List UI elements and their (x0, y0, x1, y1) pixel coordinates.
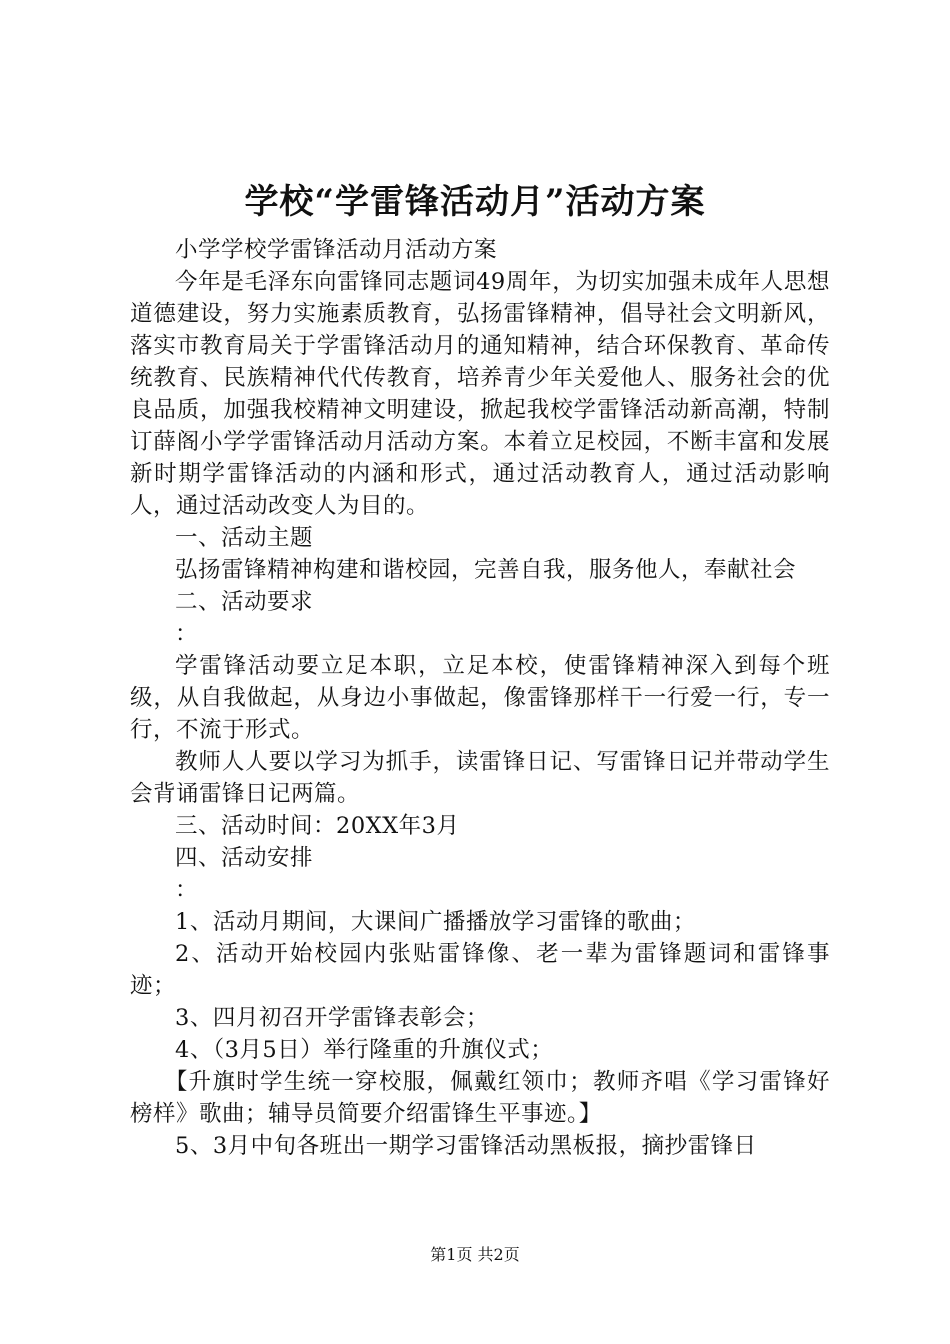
section-heading-arrangement: 四、活动安排 (175, 845, 314, 871)
requirements-paragraph-1: 学雷锋活动要立足本职，立足本校，使雷锋精神深入到每个班级，从自我做起，从身边小事做起，像雷锋那样干一行爱一行，专一行，不流于形式。 (130, 653, 830, 743)
document-title: 学校“学雷锋活动月”活动方案 (244, 182, 706, 222)
section-heading-time: 三、活动时间：20XX年3月 (175, 813, 460, 839)
page-footer: 第1页 共2页 (430, 1245, 520, 1264)
requirements-paragraph-2: 教师人人要以学习为抓手，读雷锋日记、写雷锋日记并带动学生会背诵雷锋日记两篇。 (130, 749, 830, 807)
section-heading-theme: 一、活动主题 (175, 525, 314, 551)
flag-ceremony-note: 【升旗时学生统一穿校服，佩戴红领巾；教师齐唱《学习雷锋好榜样》歌曲；辅导员简要介绍雷锋生平事迹。】 (130, 1069, 830, 1127)
arrangement-item-5: 5、3月中旬各班出一期学习雷锋活动黑板报，摘抄雷锋日 (175, 1133, 757, 1159)
document-body (130, 234, 830, 1162)
theme-paragraph: 弘扬雷锋精神构建和谐校园，完善自我，服务他人，奉献社会 (175, 557, 797, 583)
intro-paragraph: 今年是毛泽东向雷锋同志题词49周年，为切实加强未成年人思想道德建设，努力实施素质教育，弘扬雷锋精神，倡导社会文明新风，落实市教育局关于学雷锋活动月的通知精神，结合环保教育、革命传统教育、民族精神代代传教育，培养青少年关爱他人、服务社会的优良品质，加强我校精神文明建设，掀起我校学雷锋活动新高潮，特制订薛阁小学学雷锋活动月活动方案。本着立足校园，不断丰富和发展新时期学雷锋活动的内涵和形式，通过活动教育人，通过活动影响人，通过活动改变人为目的。 (130, 269, 830, 519)
colon-line: ： (175, 877, 199, 903)
subtitle-paragraph: 小学学校学雷锋活动月活动方案 (175, 237, 498, 263)
section-heading-requirements: 二、活动要求 (175, 589, 314, 615)
arrangement-item-1: 1、活动月期间，大课间广播播放学习雷锋的歌曲； (175, 909, 696, 935)
colon-line: ： (175, 621, 199, 647)
arrangement-item-4: 4、（3月5日）举行隆重的升旗仪式； (175, 1037, 554, 1063)
arrangement-item-3: 3、四月初召开学雷锋表彰会； (175, 1005, 489, 1031)
arrangement-item-2: 2、活动开始校园内张贴雷锋像、老一辈为雷锋题词和雷锋事迹； (130, 941, 830, 999)
